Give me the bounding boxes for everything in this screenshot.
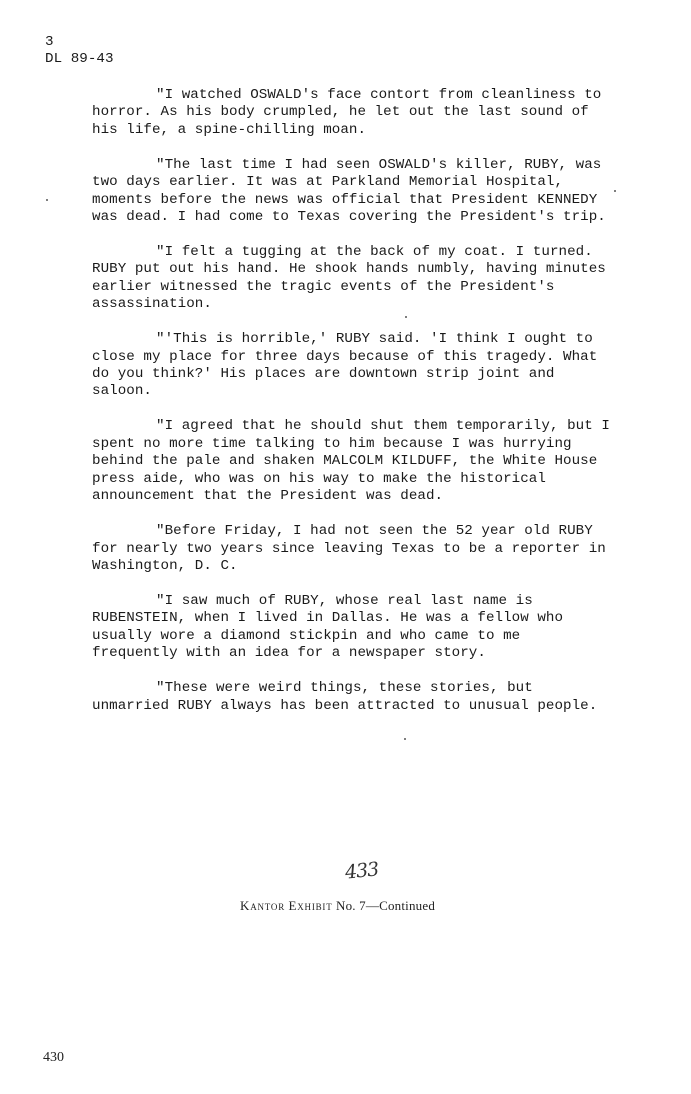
caption-name: Kantor [240,898,286,913]
paragraph: "I agreed that he should shut them temporarily, but I spent no more time talking to him because I was hurrying behind the pale and shaken MALCOLM KILDUFF, the White House press aide, who was on his way to make the historical announcement that the President was dead. [92,418,610,505]
paragraph: "The last time I had seen OSWALD's killer, RUBY, was two days earlier. It was at Parkland Memorial Hospital, moments before the news was official that President KENNEDY was dead. I had come to Texas covering the President's trip. [92,156,606,226]
caption-exhibit: Exhibit [288,898,333,913]
caption-number: No. 7—Continued [335,898,436,913]
document-header [45,34,114,69]
statement-body [92,87,612,733]
paragraph: "I felt a tugging at the back of my coat. I turned. RUBY put out his hand. He shook hands numbly, having minutes earlier witnessed the tragic events of the President's assassination. [92,244,606,313]
paragraph: "Before Friday, I had not seen the 52 year old RUBY for nearly two years since leaving Texas to be a reporter in Washington, D. C. [92,523,606,574]
paragraph: "'This is horrible,' RUBY said. 'I think I ought to close my place for three days because of this tragedy. What do you think?' His places are downtown strip joint and saloon. [92,331,598,400]
exhibit-caption [240,898,435,914]
paragraph: "I saw much of RUBY, whose real last name is RUBENSTEIN, when I lived in Dallas. He was a fellow who usually wore a diamond stickpin and who came to me frequently with an idea for a newspaper story. [92,592,564,662]
page-index: 3 [45,34,54,50]
paragraph: "These were weird things, these stories, but unmarried RUBY always has been attracted to unusual people. [92,680,598,714]
scan-speck [405,316,407,318]
scan-speck [404,738,406,740]
scan-speck [614,190,616,192]
page-number: 430 [43,1050,64,1065]
scan-speck [46,199,48,201]
file-number: DL 89-43 [45,51,114,68]
handwritten-page-number: 433 [343,858,380,884]
paragraph: "I watched OSWALD's face contort from cleanliness to horror. As his body crumpled, he let out the last sound of his life, a spine-chilling moan. [92,87,602,138]
